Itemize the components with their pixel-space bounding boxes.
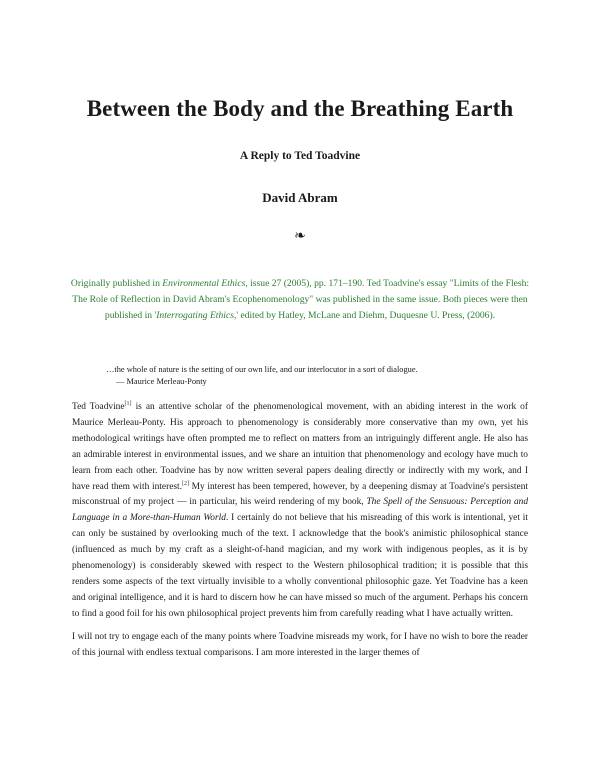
body-paragraph: I will not try to engage each of the many points where Toadvine misreads my work, for I have no wish to bore the reader of this journal with endless textual comparisons. I am more interested in the larger themes of: [72, 631, 528, 658]
document-title: Between the Body and the Breathing Earth: [86, 96, 514, 121]
book-title: The Spell of the Sensuous: Perception and Language in a More-than-Human World: [72, 497, 529, 524]
publication-note-text: Originally published in: [70, 278, 163, 289]
epigraph: [106, 364, 540, 387]
publication-note-text: , issue 27 (2005), pp. 171–190. Ted Toadvine's essay "Limits of the Flesh: The Role of Reflection in David Abram's Ecophenomenology" was published in the same issue. Both pieces were then published in ': [72, 278, 530, 321]
epigraph-attribution: — Maurice Merleau-Ponty: [116, 376, 207, 386]
footnote-ref-1[interactable]: [1]: [124, 400, 132, 407]
journal-title: Environmental Ethics: [162, 278, 246, 289]
author-name: David Abram: [262, 190, 338, 205]
footnote-ref-2[interactable]: [2]: [181, 480, 189, 487]
paragraph-text: Ted Toadvine: [72, 402, 125, 412]
article-body: [72, 400, 528, 669]
paragraph-text: is an attentive scholar of the phenomenological movement, with an abiding interest in the work of Maurice Merleau-Ponty. His approach to phenomenology is considerably more conservative than my own, yet his methodological writings have often prompted me to reflect on matters from an intriguingly different angle. He also has an admirable interest in environmental issues, and we share an intuition that phenomenology and ecology have much to learn from each other. Toadvine has by now written several papers dealing directly or indirectly with my work, and I have read them with interest.: [72, 402, 528, 492]
paragraph-text: . I certainly do not believe that his misreading of this work is intentional, yet it can only be sustained by overlooking much of the text. I acknowledge that the book's animistic philosophical stance (influenced as much by my craft as a sleight-of-hand magician, and my work with indigenous peoples, as it is by phenomenology) is considerably skewed with respect to the Western philosophical tradition; it is possible that this renders some aspects of the text virtually invisible to a wholly conventional philosophic gaze. Yet Toadvine has a keen and original intelligence, and it is hard to discern how he can have missed so much of the argument. Perhaps his concern to find a good foil for his own philosophical project prevents him from carefully reading what I have actually written.: [72, 513, 528, 619]
epigraph-quote: …the whole of nature is the setting of our own life, and our interlocutor in a sort of dialogue.: [106, 365, 418, 374]
publication-note-text: ,' edited by Hatley, McLane and Diehm, Duquesne U. Press, (2006).: [233, 310, 496, 321]
body-paragraph: [72, 400, 528, 623]
document-subtitle: A Reply to Ted Toadvine: [239, 150, 361, 162]
paragraph-text: My interest has been tempered, however, by a deepening dismay at Toadvine's persistent misconstrual of my project — in particular, his weird rendering of my book,: [72, 481, 528, 508]
fleuron-ornament: ❧: [294, 229, 306, 244]
book-title: Interrogating Ethics: [156, 310, 234, 321]
publication-note: [68, 276, 532, 324]
